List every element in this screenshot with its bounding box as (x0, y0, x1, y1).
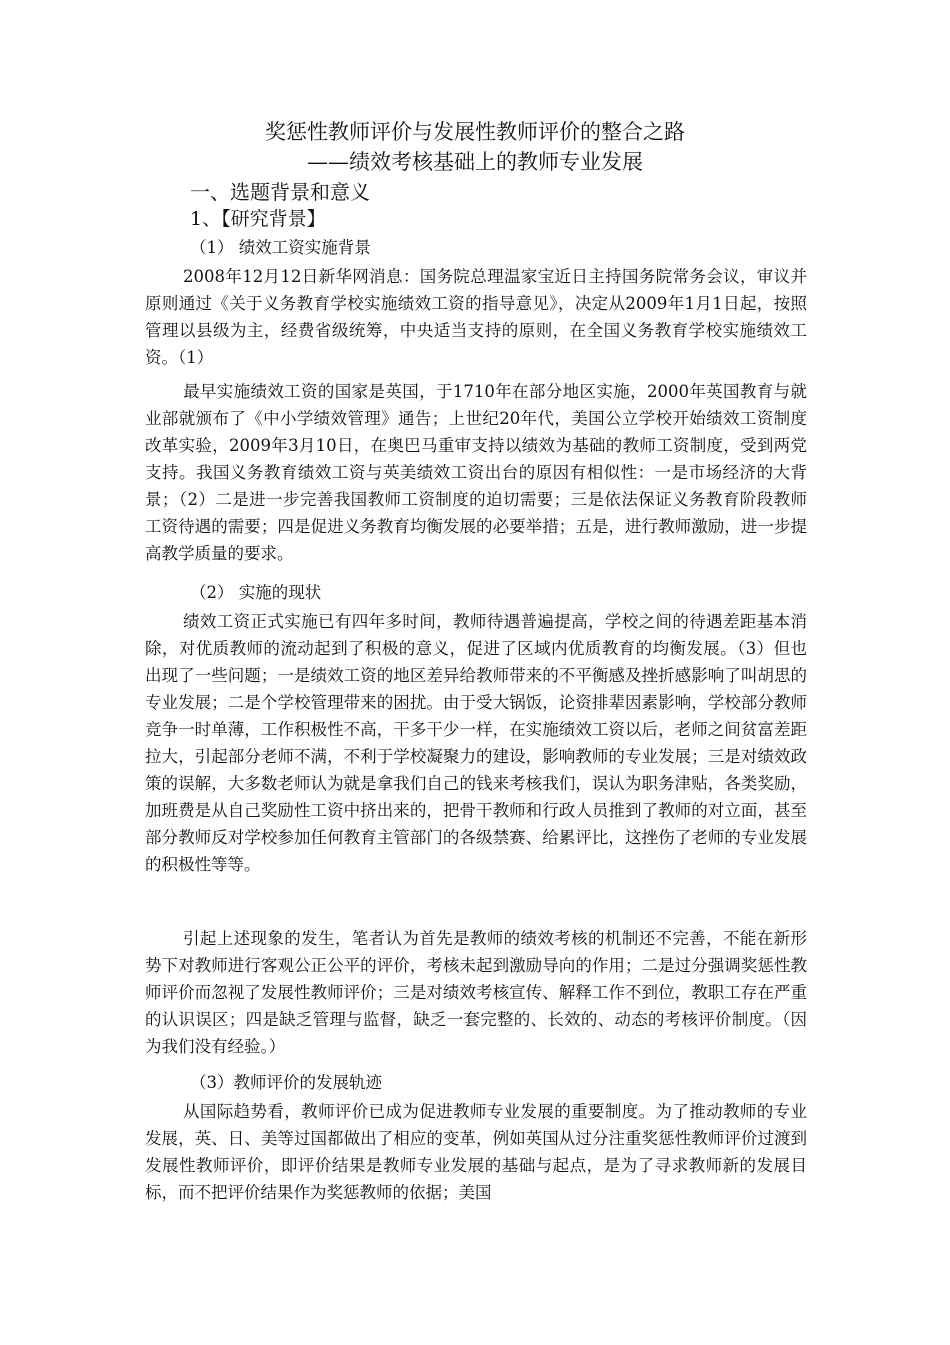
paragraph-5: 从国际趋势看，教师评价已成为促进教师专业发展的重要制度。为了推动教师的专业发展，英、日、美等过国都做出了相应的变革，例如英国从过分注重奖惩性教师评价过渡到发展性教师评价，即评价结果是教师专业发展的基础与起点，是为了寻求教师新的发展目标，而不把评价结果作为奖惩教师的依据；美国 (145, 1102, 807, 1202)
subsection-heading: 1、【研究背景】 (190, 208, 326, 230)
document-subtitle: ——绩效考核基础上的教师专业发展 (307, 150, 643, 174)
sub-heading-1: （1） 绩效工资实施背景 (190, 238, 371, 257)
paragraph-3: 绩效工资正式实施已有四年多时间，教师待遇普遍提高，学校之间的待遇差距基本消除，对优质教师的流动起到了积极的意义，促进了区域内优质教育的均衡发展。（3）但也出现了一些问题；一是绩效工资的地区差异给教师带来的不平衡感及挫折感影响了叫胡思的专业发展；二是个学校管理带来的困扰。由于受大锅饭，论资排辈因素影响，学校部分教师竞争一时单薄，工作积极性不高，干多干少一样，在实施绩效工资以后，老师之间贫富差距拉大，引起部分老师不满，不利于学校凝聚力的建设，影响教师的专业发展；三是对绩效政策的误解，大多数老师认为就是拿我们自己的钱来考核我们，误认为职务津贴，各类奖励，加班费是从自己奖励性工资中挤出来的，把骨干教师和行政人员推到了教师的对立面，甚至部分教师反对学校参加任何教育主管部门的各级禁赛、给累评比，这挫伤了老师的专业发展的积极性等等。 (145, 612, 807, 874)
sub-heading-3: （3）教师评价的发展轨迹 (190, 1073, 382, 1092)
paragraph-2: 最早实施绩效工资的国家是英国，于1710年在部分地区实施，2000年英国教育与就业部就颁布了《中小学绩效管理》通告；上世纪20年代，美国公立学校开始绩效工资制度改革实验，2009年3月10日，在奥巴马重审支持以绩效为基础的教师工资制度，受到两党支持。我国义务教育绩效工资与英美绩效工资出台的原因有相似性：一是市场经济的大背景；（2）二是进一步完善我国教师工资制度的迫切需要；三是依法保证义务教育阶段教师工资待遇的需要；四是促进义务教育均衡发展的必要举措；五是，进行教师激励，进一步提高教学质量的要求。 (145, 382, 807, 563)
section-heading: 一、选题背景和意义 (190, 180, 370, 204)
paragraph-4: 引起上述现象的发生，笔者认为首先是教师的绩效考核的机制还不完善，不能在新形势下对教师进行客观公正公平的评价，考核未起到激励导向的作用；二是过分强调奖惩性教师评价而忽视了发展性教师评价；三是对绩效考核宣传、解释工作不到位，教职工存在严重的认识误区；四是缺乏管理与监督，缺乏一套完整的、长效的、动态的考核评价制度。（因为我们没有经验。） (145, 929, 807, 1056)
document-title: 奖惩性教师评价与发展性教师评价的整合之路 (265, 120, 685, 144)
sub-heading-2: （2） 实施的现状 (190, 583, 322, 602)
paragraph-1: 2008年12月12日新华网消息：国务院总理温家宝近日主持国务院常务会议，审议并原则通过《关于义务教育学校实施绩效工资的指导意见》，决定从2009年1月1日起，按照管理以县级为主，经费省级统筹，中央适当支持的原则，在全国义务教育学校实施绩效工资。（1） (145, 267, 807, 367)
